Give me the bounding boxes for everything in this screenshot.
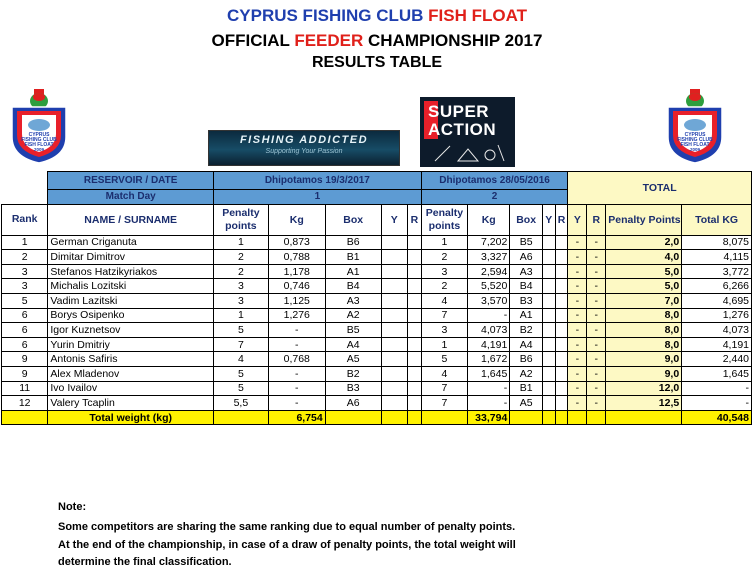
table-row [2, 293, 752, 308]
col-name: NAME / SURNAME [48, 204, 214, 235]
cell-name: Valery Tcaplin [48, 396, 214, 411]
logo-left-text-4: 2009 [33, 147, 45, 152]
cell-name: Antonis Safiris [48, 352, 214, 367]
cell-box2: A1 [510, 308, 543, 323]
cell-name: Dimitar Dimitrov [48, 250, 214, 265]
cell-empty [542, 235, 555, 250]
cell-box2: B6 [510, 352, 543, 367]
championship-title-highlight: FEEDER [294, 31, 364, 50]
table-row [2, 396, 752, 411]
table-row [2, 337, 752, 352]
cell-empty [542, 293, 555, 308]
total-weight-label: Total weight (kg) [48, 410, 214, 425]
cell-empty [407, 279, 421, 294]
cell-rank: 2 [2, 250, 48, 265]
cell-empty [555, 279, 568, 294]
fishing-gear-icon [430, 143, 510, 163]
super-action-banner [420, 97, 515, 167]
cell-kg2: 1,645 [468, 366, 510, 381]
cell-rank: 3 [2, 264, 48, 279]
cell-empty [381, 308, 407, 323]
table-row [2, 366, 752, 381]
cell-empty [381, 396, 407, 411]
cell-tkg: 1,645 [682, 366, 752, 381]
cell-kg1: - [268, 381, 325, 396]
cell-kg2: 3,327 [468, 250, 510, 265]
cell-kg1: 0,768 [268, 352, 325, 367]
cell-rank: 6 [2, 337, 48, 352]
cell-p2: 5 [421, 352, 467, 367]
cell-kg2: 4,191 [468, 337, 510, 352]
cell-tkg: 3,772 [682, 264, 752, 279]
cell-tr: - [587, 235, 606, 250]
cell-p2: 3 [421, 323, 467, 338]
cell-box2: A4 [510, 337, 543, 352]
cell-tr: - [587, 352, 606, 367]
total-header: TOTAL [568, 172, 752, 205]
cell-empty [542, 366, 555, 381]
logo-left-text-2: FISHING CLUB [21, 137, 57, 143]
cell-rank: 5 [2, 293, 48, 308]
cell-kg1: 0,873 [268, 235, 325, 250]
cell-p1: 2 [213, 250, 268, 265]
cell-ty: - [568, 293, 587, 308]
cell-empty [555, 337, 568, 352]
super-action-line1: SUPER [428, 102, 490, 121]
cell-kg2: 7,202 [468, 235, 510, 250]
col-rank: Rank [2, 204, 48, 235]
cell-tp: 8,0 [606, 308, 682, 323]
cell-box1: A3 [325, 293, 381, 308]
cell-p1: 5 [213, 366, 268, 381]
fishing-addicted-banner [208, 130, 400, 166]
club-logo-left [6, 87, 72, 165]
cell-empty [381, 352, 407, 367]
table-row [2, 264, 752, 279]
club-title-highlight: FISH FLOAT [428, 6, 528, 25]
cell-tp: 12,0 [606, 381, 682, 396]
cell-p1: 2 [213, 264, 268, 279]
cell-empty [542, 323, 555, 338]
cell-p2: 7 [421, 396, 467, 411]
cell-p2: 4 [421, 366, 467, 381]
table-row [2, 279, 752, 294]
cell-p1: 1 [213, 308, 268, 323]
cell-ty: - [568, 381, 587, 396]
logo-left-text-1: CYPRUS [28, 132, 50, 138]
cell-tkg: 6,266 [682, 279, 752, 294]
cell-box2: A2 [510, 366, 543, 381]
col-kg-1: Kg [268, 204, 325, 235]
col-r-1: R [407, 204, 421, 235]
cell-box1: A1 [325, 264, 381, 279]
table-row [2, 352, 752, 367]
table-row [2, 323, 752, 338]
cell-kg1: 1,276 [268, 308, 325, 323]
event2-name: Dhipotamos 28/05/2016 [421, 172, 568, 190]
cell-kg1: 1,178 [268, 264, 325, 279]
cell-box2: B1 [510, 381, 543, 396]
total-weight-row [2, 410, 752, 425]
cell-tkg: 1,276 [682, 308, 752, 323]
results-rows [2, 235, 752, 410]
cell-tp: 8,0 [606, 323, 682, 338]
cell-empty [555, 323, 568, 338]
cell-empty [555, 396, 568, 411]
fishing-addicted-title: FISHING ADDICTED [239, 134, 369, 146]
cell-empty [381, 337, 407, 352]
cell-name: Alex Mladenov [48, 366, 214, 381]
cell-box2: A3 [510, 264, 543, 279]
cell-p2: 7 [421, 308, 467, 323]
cell-tr: - [587, 381, 606, 396]
cell-tr: - [587, 323, 606, 338]
cell-kg1: 0,746 [268, 279, 325, 294]
cell-p2: 1 [421, 337, 467, 352]
cell-kg2: 2,594 [468, 264, 510, 279]
cell-p2: 3 [421, 264, 467, 279]
matchday-label: Match Day [48, 190, 214, 205]
cell-name: Michalis Lozitski [48, 279, 214, 294]
cell-tkg: 4,191 [682, 337, 752, 352]
table-row [2, 381, 752, 396]
cell-tp: 5,0 [606, 264, 682, 279]
cell-empty [407, 323, 421, 338]
note-line-3: determine the final classification. [58, 556, 232, 568]
cell-tp: 8,0 [606, 337, 682, 352]
club-logo-right [662, 87, 728, 165]
cell-box1: B4 [325, 279, 381, 294]
col-box-1: Box [325, 204, 381, 235]
cell-kg1: - [268, 337, 325, 352]
cell-kg2: 4,073 [468, 323, 510, 338]
cell-tr: - [587, 337, 606, 352]
cell-empty [407, 352, 421, 367]
cell-tp: 2,0 [606, 235, 682, 250]
logo-right-text-4: 2009 [689, 147, 701, 152]
event1-name: Dhipotamos 19/3/2017 [213, 172, 421, 190]
cell-p2: 2 [421, 250, 467, 265]
event1-day: 1 [213, 190, 421, 205]
cell-empty [407, 264, 421, 279]
cell-kg2: - [468, 381, 510, 396]
cell-tkg: - [682, 381, 752, 396]
cell-ty: - [568, 308, 587, 323]
cell-kg2: 1,672 [468, 352, 510, 367]
cell-tp: 4,0 [606, 250, 682, 265]
logo-right-text-3: FISH FLOAT [680, 142, 710, 148]
cell-tkg: 8,075 [682, 235, 752, 250]
cell-box2: A5 [510, 396, 543, 411]
cell-ty: - [568, 366, 587, 381]
table-row [2, 250, 752, 265]
cell-rank: 3 [2, 279, 48, 294]
cell-ty: - [568, 250, 587, 265]
cell-empty [542, 308, 555, 323]
cell-empty [381, 235, 407, 250]
col-total-y: Y [568, 204, 587, 235]
cell-rank: 9 [2, 352, 48, 367]
col-r-2: R [555, 204, 568, 235]
cell-empty [555, 352, 568, 367]
cell-p1: 5 [213, 323, 268, 338]
event2-day: 2 [421, 190, 568, 205]
cell-p2: 1 [421, 235, 467, 250]
total-weight-event1: 6,754 [268, 410, 325, 425]
cell-box2: B4 [510, 279, 543, 294]
cell-box2: B3 [510, 293, 543, 308]
cell-box1: A6 [325, 396, 381, 411]
total-weight-all: 40,548 [682, 410, 752, 425]
cell-ty: - [568, 352, 587, 367]
col-penalty-1: Penalty points [213, 204, 268, 235]
cell-kg1: - [268, 366, 325, 381]
cell-empty [555, 235, 568, 250]
cell-empty [542, 396, 555, 411]
cell-tkg: 4,695 [682, 293, 752, 308]
cell-name: Stefanos Hatzikyriakos [48, 264, 214, 279]
cell-tkg: 4,073 [682, 323, 752, 338]
cell-tp: 5,0 [606, 279, 682, 294]
cell-empty [381, 293, 407, 308]
cell-p1: 3 [213, 293, 268, 308]
cell-empty [407, 396, 421, 411]
cell-kg1: 1,125 [268, 293, 325, 308]
cell-empty [407, 366, 421, 381]
table-row [2, 308, 752, 323]
logo-right-text-1: CYPRUS [684, 132, 706, 138]
cell-tkg: 2,440 [682, 352, 752, 367]
cell-empty [407, 250, 421, 265]
note-line-2: At the end of the championship, in case of a draw of penalty points, the total weight will [58, 539, 516, 551]
col-total-kg: Total KG [682, 204, 752, 235]
cell-tp: 9,0 [606, 366, 682, 381]
cell-rank: 12 [2, 396, 48, 411]
cell-p2: 7 [421, 381, 467, 396]
cell-box1: B5 [325, 323, 381, 338]
note-title: Note: [58, 501, 87, 513]
table-row [2, 235, 752, 250]
cell-empty [555, 264, 568, 279]
cell-kg1: - [268, 396, 325, 411]
cell-empty [407, 381, 421, 396]
col-penalty-2: Penalty points [421, 204, 467, 235]
cell-empty [381, 264, 407, 279]
cell-p2: 4 [421, 293, 467, 308]
cell-ty: - [568, 235, 587, 250]
cell-empty [407, 235, 421, 250]
cell-empty [555, 250, 568, 265]
cell-empty [381, 250, 407, 265]
cell-kg2: 3,570 [468, 293, 510, 308]
cell-name: Igor Kuznetsov [48, 323, 214, 338]
cell-p1: 7 [213, 337, 268, 352]
cell-p1: 5,5 [213, 396, 268, 411]
cell-tp: 7,0 [606, 293, 682, 308]
club-title: CYPRUS FISHING CLUB FISH FLOAT [226, 6, 528, 25]
cell-kg2: - [468, 396, 510, 411]
cell-rank: 6 [2, 323, 48, 338]
cell-tr: - [587, 264, 606, 279]
cell-box1: B3 [325, 381, 381, 396]
cell-ty: - [568, 279, 587, 294]
cell-tr: - [587, 250, 606, 265]
col-y-1: Y [381, 204, 407, 235]
logo-left-text-3: FISH FLOAT [24, 142, 54, 148]
cell-empty [542, 264, 555, 279]
cell-kg1: 0,788 [268, 250, 325, 265]
cell-empty [381, 366, 407, 381]
cell-box1: A2 [325, 308, 381, 323]
cell-tp: 12,5 [606, 396, 682, 411]
note-line-1: Some competitors are sharing the same ranking due to equal number of penalty points. [58, 521, 516, 533]
results-table-title: RESULTS TABLE [311, 54, 443, 71]
cell-name: German Criganuta [48, 235, 214, 250]
cell-tkg: 4,115 [682, 250, 752, 265]
cell-tkg: - [682, 396, 752, 411]
cell-p1: 4 [213, 352, 268, 367]
cell-ty: - [568, 323, 587, 338]
cell-kg2: 5,520 [468, 279, 510, 294]
cell-empty [407, 337, 421, 352]
column-header-row [2, 204, 752, 235]
cell-empty [381, 381, 407, 396]
col-kg-2: Kg [468, 204, 510, 235]
cell-empty [542, 337, 555, 352]
cell-ty: - [568, 337, 587, 352]
cell-tr: - [587, 366, 606, 381]
cell-empty [555, 366, 568, 381]
cell-empty [407, 308, 421, 323]
cell-rank: 11 [2, 381, 48, 396]
cell-box2: A6 [510, 250, 543, 265]
cell-empty [542, 381, 555, 396]
cell-p2: 2 [421, 279, 467, 294]
cell-empty [542, 352, 555, 367]
cell-empty [407, 293, 421, 308]
cell-rank: 6 [2, 308, 48, 323]
cell-box1: B6 [325, 235, 381, 250]
col-total-penalty: Penalty Points [606, 204, 682, 235]
super-action-line2: ACTION [428, 120, 497, 139]
cell-p1: 5 [213, 381, 268, 396]
cell-empty [555, 308, 568, 323]
cell-tr: - [587, 308, 606, 323]
cell-ty: - [568, 396, 587, 411]
cell-rank: 9 [2, 366, 48, 381]
cell-kg2: - [468, 308, 510, 323]
cell-empty [555, 381, 568, 396]
results-table [1, 171, 752, 425]
reservoir-label: RESERVOIR / DATE [48, 172, 214, 190]
championship-title: OFFICIAL FEEDER CHAMPIONSHIP 2017 [211, 31, 543, 50]
cell-name: Vadim Lazitski [48, 293, 214, 308]
cell-empty [542, 279, 555, 294]
cell-tp: 9,0 [606, 352, 682, 367]
cell-name: Borys Osipenko [48, 308, 214, 323]
cell-box2: B2 [510, 323, 543, 338]
cell-box1: B2 [325, 366, 381, 381]
col-box-2: Box [510, 204, 543, 235]
cell-name: Yurin Dmitriy [48, 337, 214, 352]
cell-empty [381, 279, 407, 294]
cell-empty [542, 250, 555, 265]
cell-tr: - [587, 396, 606, 411]
cell-ty: - [568, 264, 587, 279]
cell-name: Ivo Ivailov [48, 381, 214, 396]
logo-right-text-2: FISHING CLUB [677, 137, 713, 143]
col-total-r: R [587, 204, 606, 235]
total-weight-event2: 33,794 [468, 410, 510, 425]
cell-empty [381, 323, 407, 338]
cell-empty [555, 293, 568, 308]
cell-box1: A5 [325, 352, 381, 367]
cell-kg1: - [268, 323, 325, 338]
table-header-reservoir [2, 172, 752, 190]
cell-p1: 1 [213, 235, 268, 250]
cell-box1: B1 [325, 250, 381, 265]
cell-tr: - [587, 293, 606, 308]
cell-tr: - [587, 279, 606, 294]
cell-box2: B5 [510, 235, 543, 250]
cell-rank: 1 [2, 235, 48, 250]
cell-box1: A4 [325, 337, 381, 352]
fishing-addicted-slogan: Supporting Your Passion [265, 148, 343, 155]
col-y-2: Y [542, 204, 555, 235]
cell-p1: 3 [213, 279, 268, 294]
